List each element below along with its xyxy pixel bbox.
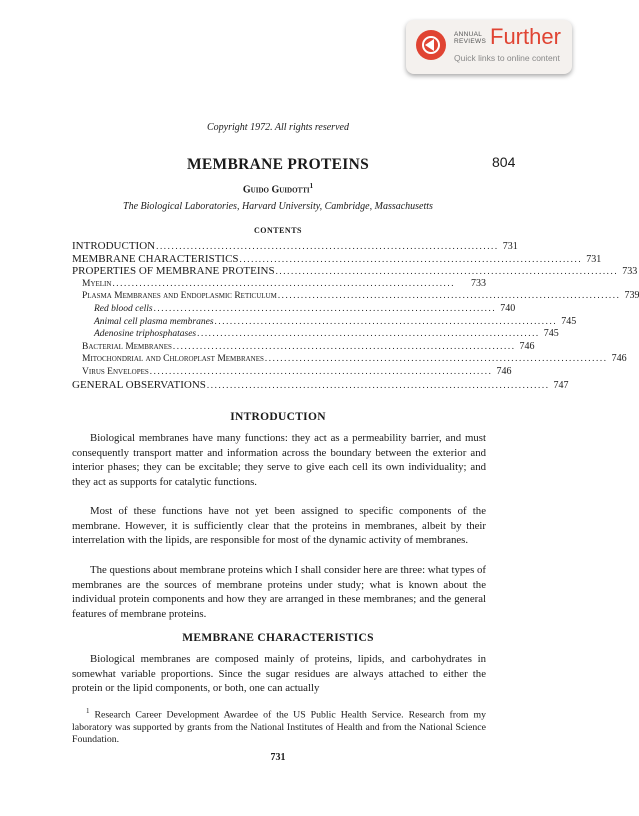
- toc-page: 746: [496, 365, 512, 377]
- toc-label: GENERAL OBSERVATIONS: [72, 378, 206, 391]
- toc-leader: .........................................................................................: [149, 365, 493, 376]
- badge-subtitle: Quick links to online content: [454, 53, 560, 63]
- toc-entry[interactable]: [72, 252, 602, 266]
- toc-entry[interactable]: [72, 290, 639, 303]
- further-logo-icon: [416, 30, 446, 60]
- page-number: 731: [270, 752, 286, 763]
- toc-label: MEMBRANE CHARACTERISTICS: [72, 252, 239, 265]
- toc-leader: .........................................................................................: [277, 290, 621, 301]
- toc-leader: .........................................................................................: [112, 277, 456, 288]
- toc-page: 747: [553, 379, 569, 391]
- toc-entry[interactable]: [72, 353, 627, 366]
- toc-label: INTRODUCTION: [72, 240, 156, 252]
- badge-annual-text: ANNUAL: [454, 31, 483, 38]
- footnote: [72, 705, 486, 747]
- toc-leader: .........................................................................................: [172, 340, 516, 351]
- footnote-mark: 1: [86, 707, 90, 715]
- toc-label: PROPERTIES OF MEMBRANE PROTEINS: [72, 265, 275, 278]
- toc-page: 731: [502, 241, 518, 252]
- toc-label: Plasma Membranes and Endoplasmic Reticulum: [82, 291, 277, 302]
- footnote-text: Research Career Development Awardee of the US Public Health Service. Research from my laboratory was supported by grants from the National Institutes of Health and from the National Science Foundation.: [72, 709, 486, 746]
- author-footnote-mark: 1: [309, 182, 314, 190]
- intro-paragraph-1: Biological membranes have many functions: they act as a permeability barrier, and must consequently transport matter and information across the boundary between the exterior and interior phases; they can be excitable; they serve to give each cell its own individuality; and they act as supports for catalytic functions.: [72, 432, 486, 488]
- toc-leader: .........................................................................................: [275, 266, 619, 277]
- toc-entry[interactable]: [72, 315, 577, 329]
- toc-label: Myelin: [82, 278, 112, 289]
- toc-page: 740: [500, 302, 516, 314]
- section-heading-membrane-characteristics: MEMBRANE CHARACTERISTICS: [182, 632, 374, 644]
- membrane-characteristics-paragraph-1: Biological membranes are composed mainly of proteins, lipids, and carbohydrates in somewhat variable proportions. Since the sugar residues are always attached to either the protein or the lipid components, or both, one can actually: [72, 653, 486, 695]
- toc-leader: .........................................................................................: [156, 241, 499, 251]
- toc-label: Bacterial Membranes: [82, 341, 172, 352]
- toc-leader: .........................................................................................: [264, 353, 608, 364]
- toc-entry[interactable]: [72, 278, 486, 291]
- further-badge[interactable]: [406, 20, 572, 74]
- intro-paragraph-2: Most of these functions have not yet been assigned to specific components of the membrane. However, it is sufficiently clear that the proteins in membranes, albeit by their interrelation with the lipids, are responsible for most of the dynamic activity of membranes.: [72, 505, 486, 547]
- toc-label: Virus Envelopes: [82, 366, 149, 377]
- badge-reviews-text: REVIEWS: [454, 38, 487, 45]
- badge-further-text: Further: [490, 24, 561, 49]
- toc-entry[interactable]: [72, 328, 559, 341]
- toc-label: Adenosine triphosphatases: [94, 329, 197, 340]
- toc-entry[interactable]: [72, 365, 512, 379]
- toc-page: 733: [471, 277, 486, 289]
- page-number-annotation: 804: [492, 154, 516, 170]
- toc-page: 731: [586, 253, 602, 265]
- toc-page: 739: [624, 290, 639, 302]
- article-title: MEMBRANE PROTEINS: [186, 156, 370, 173]
- toc-page: 733: [622, 266, 638, 278]
- toc-entry[interactable]: [72, 240, 518, 253]
- toc-entry[interactable]: [72, 378, 569, 392]
- toc-entry[interactable]: [72, 340, 535, 354]
- author-text: Guido Guidotti: [242, 184, 310, 196]
- toc-leader: .........................................................................................: [153, 302, 497, 313]
- toc-leader: .........................................................................................: [206, 379, 550, 390]
- intro-paragraph-3: The questions about membrane proteins which I shall consider here are three: what types of membranes are the sources of membrane proteins under study; what is known about the individual protein components and how they are arranged in these membranes; and the general features of membrane proteins.: [72, 564, 486, 620]
- author-affiliation: The Biological Laboratories, Harvard University, Cambridge, Massachusetts: [123, 201, 433, 212]
- author-name: [0, 182, 556, 195]
- toc-page: 745: [561, 315, 577, 327]
- toc-label: Mitochondrial and Chloroplast Membranes: [82, 354, 264, 365]
- toc-entry[interactable]: [72, 265, 638, 278]
- toc-leader: .........................................................................................: [197, 328, 540, 339]
- toc-page: 746: [519, 340, 535, 352]
- contents-heading: CONTENTS: [253, 226, 302, 235]
- toc-leader: .........................................................................................: [214, 315, 558, 326]
- table-of-contents: [72, 240, 639, 391]
- badge-publisher: [454, 31, 486, 45]
- section-heading-introduction: INTRODUCTION: [230, 411, 326, 423]
- toc-entry[interactable]: [72, 302, 516, 316]
- toc-leader: .........................................................................................: [239, 253, 583, 264]
- copyright-notice: Copyright 1972. All rights reserved: [207, 122, 349, 133]
- toc-label: Animal cell plasma membranes: [94, 316, 214, 327]
- toc-label: Red blood cells: [94, 303, 153, 314]
- toc-page: 745: [543, 328, 559, 340]
- toc-page: 746: [611, 353, 627, 365]
